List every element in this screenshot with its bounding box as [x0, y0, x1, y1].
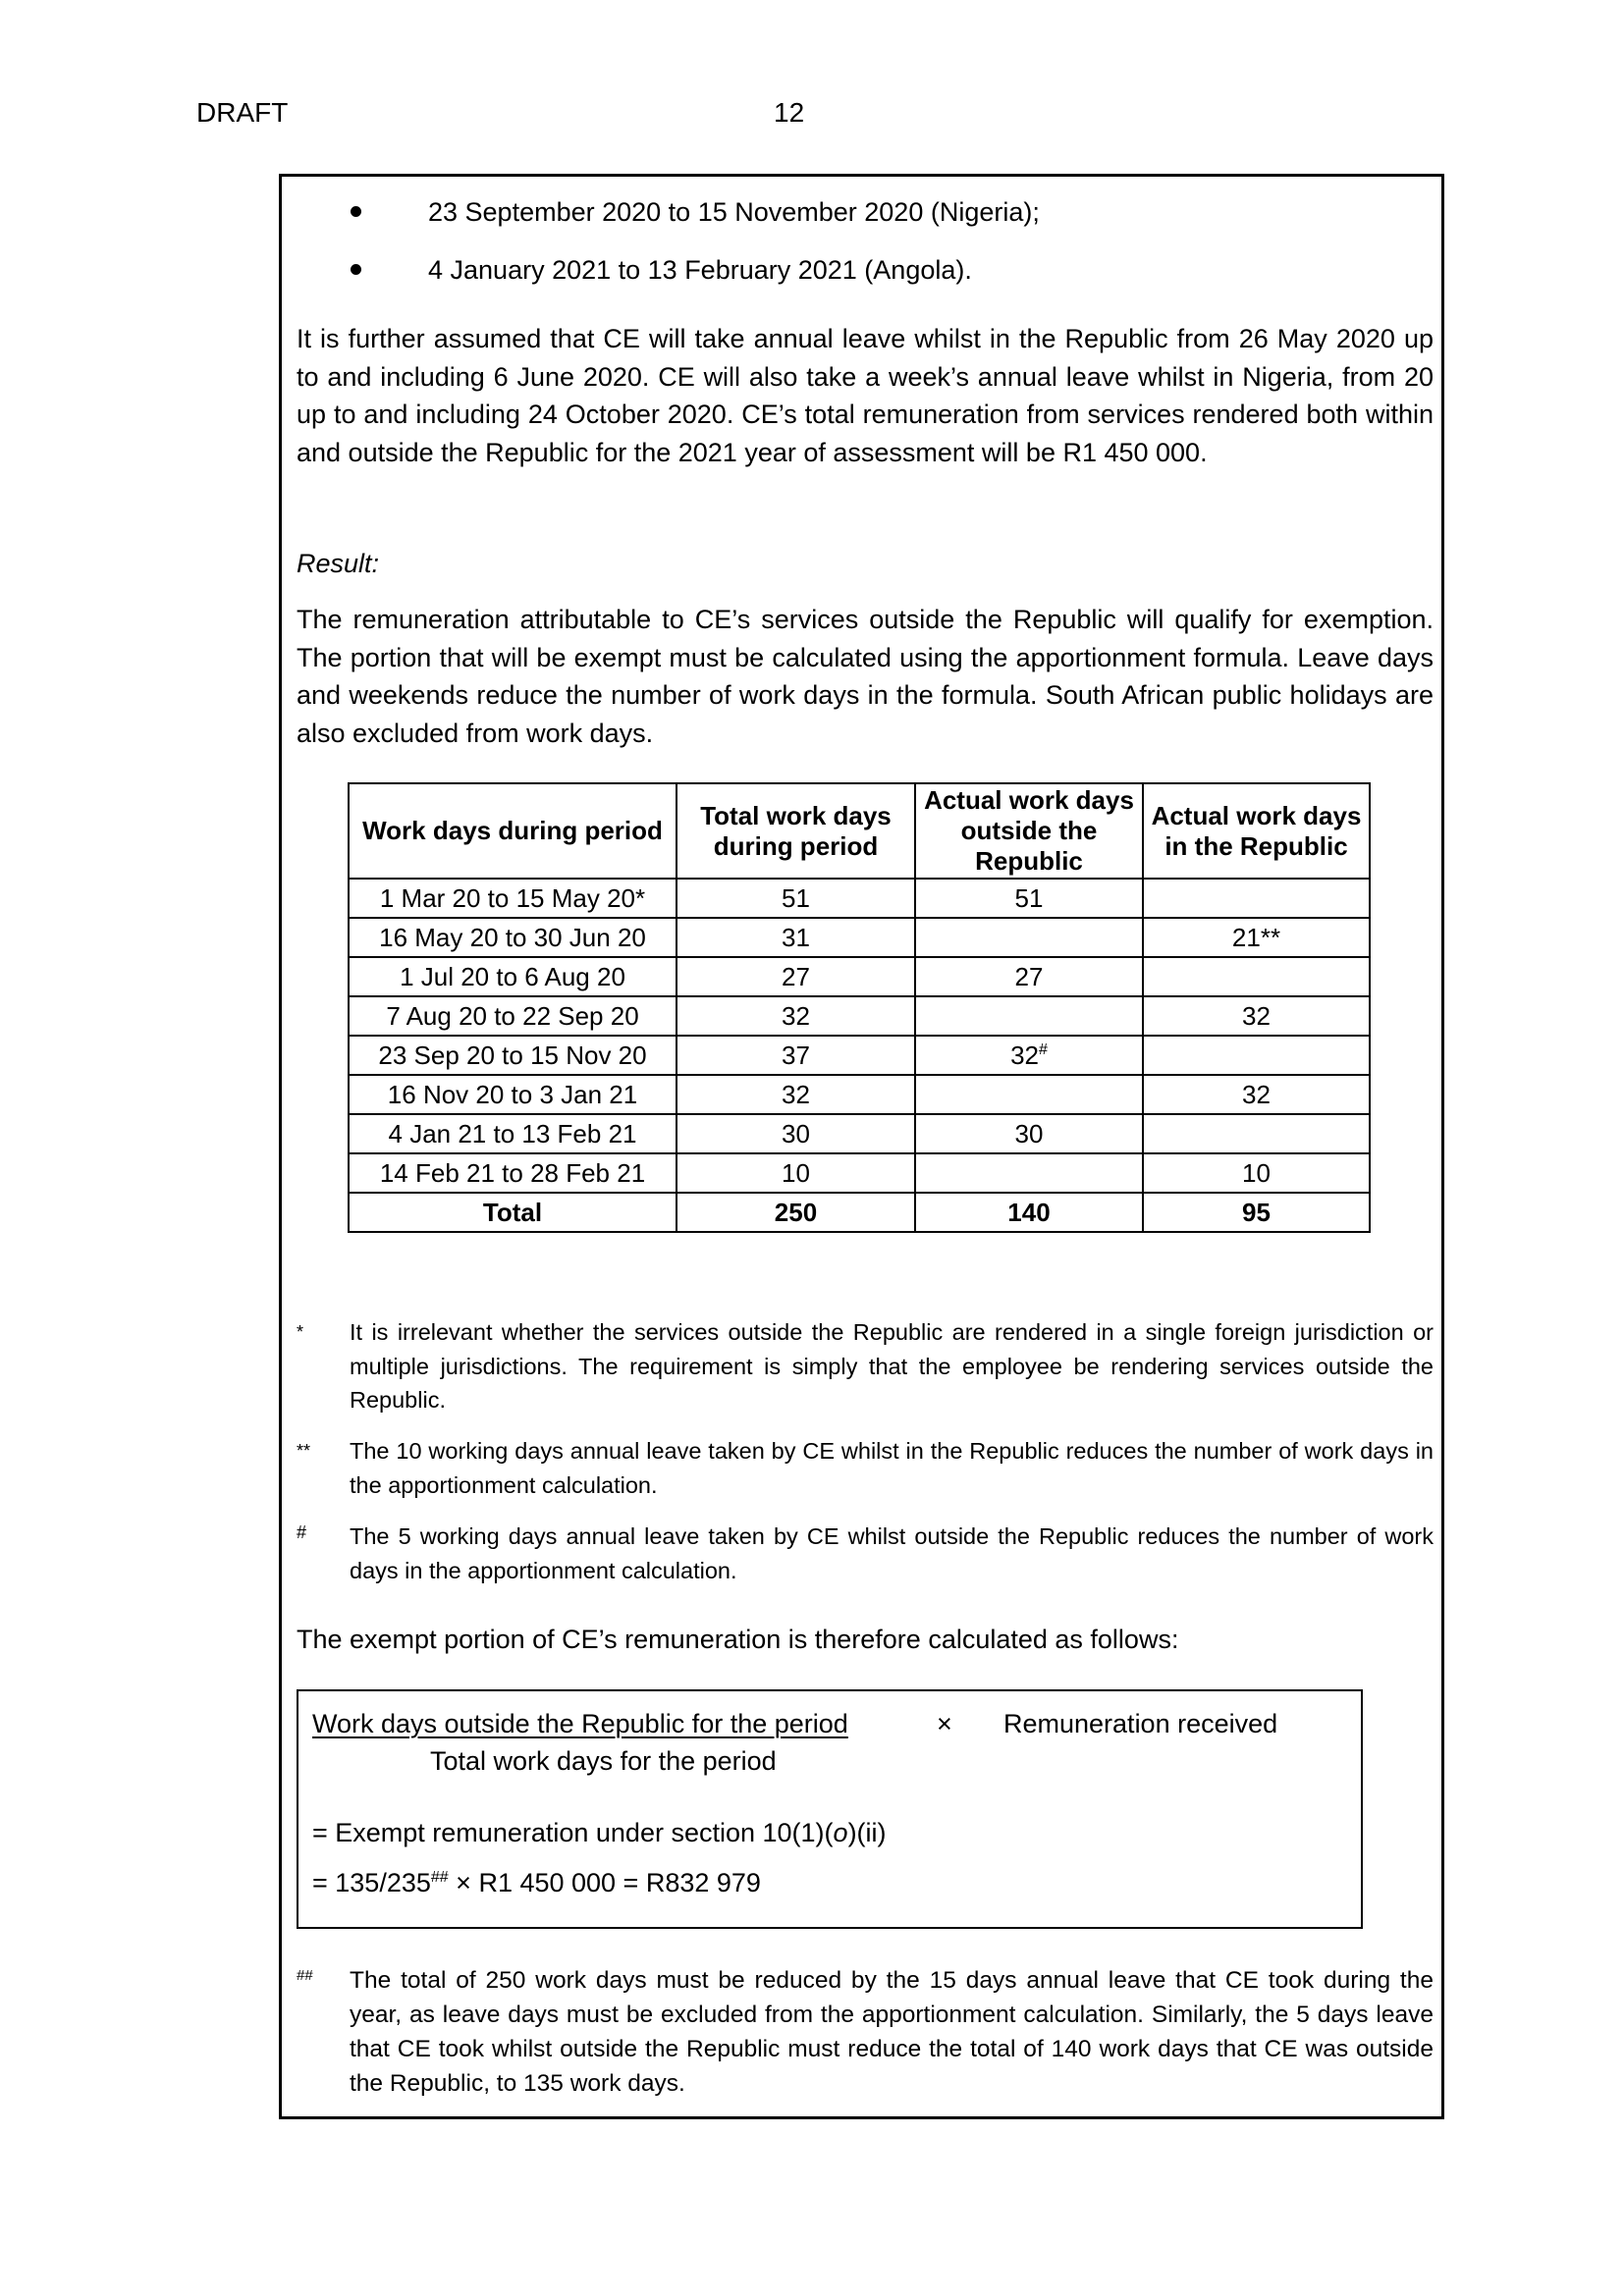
page-number: 12: [774, 97, 805, 128]
bullet-text: 4 January 2021 to 13 February 2021 (Angola).: [428, 255, 972, 285]
work-days-table: [348, 782, 1371, 1233]
cell-total: 32: [677, 996, 915, 1036]
cell-period: 7 Aug 20 to 22 Sep 20: [349, 996, 677, 1036]
cell-total: 30: [677, 1114, 915, 1153]
formula-result-line: = 135/235## × R1 450 000 = R832 979: [312, 1868, 761, 1897]
table-row: [349, 1153, 1370, 1193]
formula-times: ×: [937, 1709, 952, 1738]
cell-inside: [1143, 1114, 1370, 1153]
cell-total: 37: [677, 1036, 915, 1075]
cell-outside: [915, 1153, 1143, 1193]
formula-box: [297, 1689, 1363, 1929]
calculation-intro: The exempt portion of CE’s remuneration is therefore calculated as follows:: [297, 1625, 1179, 1654]
table-row: [349, 1075, 1370, 1114]
cell-outside: [915, 1075, 1143, 1114]
footnote-double-hash: [297, 1963, 1434, 2110]
footnote-mark: **: [297, 1441, 311, 1461]
cell-period: 1 Mar 20 to 15 May 20*: [349, 879, 677, 918]
footnote-asterisk: [297, 1315, 1434, 1423]
table-row: [349, 1036, 1370, 1075]
table-row: [349, 918, 1370, 957]
footnote-hash: [297, 1520, 1434, 1590]
cell-inside: [1143, 1036, 1370, 1075]
cell-period: 16 Nov 20 to 3 Jan 21: [349, 1075, 677, 1114]
cell-total: 27: [677, 957, 915, 996]
cell-period: 4 Jan 21 to 13 Feb 21: [349, 1114, 677, 1153]
formula-denominator: Total work days for the period: [430, 1746, 777, 1776]
table-total-row: [349, 1193, 1370, 1232]
table-row: [349, 996, 1370, 1036]
cell-total-label: Total: [349, 1193, 677, 1232]
cell-total-outside: 140: [915, 1193, 1143, 1232]
footnote-mark: *: [297, 1322, 304, 1342]
cell-outside: 51: [915, 879, 1143, 918]
table-row: [349, 957, 1370, 996]
table-row: [349, 1114, 1370, 1153]
cell-inside: 32: [1143, 1075, 1370, 1114]
table-row: [349, 879, 1370, 918]
cell-total-days: 250: [677, 1193, 915, 1232]
result-paragraph: The remuneration attributable to CE’s services outside the Republic will qualify for exemption. The portion that will be exempt must be calculated using the apportionment formula. Leave days and weekends reduce the number of work days in the formula. South African public holidays are also excluded from work days.: [297, 605, 1434, 748]
cell-inside: 32: [1143, 996, 1370, 1036]
header-days-outside: Actual work days outside the Republic: [915, 783, 1143, 879]
cell-total: 51: [677, 879, 915, 918]
cell-total: 10: [677, 1153, 915, 1193]
cell-inside: [1143, 879, 1370, 918]
formula-multiplier: Remuneration received: [1003, 1709, 1278, 1738]
footnote-text: It is irrelevant whether the services outside the Republic are rendered in a single foreign jurisdiction or multiple jurisdictions. The requirement is simply that the employee be rendering services outside the Republic.: [350, 1319, 1434, 1413]
cell-inside: 10: [1143, 1153, 1370, 1193]
cell-outside: [915, 918, 1143, 957]
result-heading: Result:: [297, 549, 380, 578]
cell-period: 1 Jul 20 to 6 Aug 20: [349, 957, 677, 996]
cell-period: 23 Sep 20 to 15 Nov 20: [349, 1036, 677, 1075]
cell-period: 16 May 20 to 30 Jun 20: [349, 918, 677, 957]
cell-outside: 27: [915, 957, 1143, 996]
footnote-mark: ##: [297, 1967, 313, 1984]
assumption-paragraph: It is further assumed that CE will take annual leave whilst in the Republic from 26 May 2020 up to and including 6 June 2020. CE will also take a week’s annual leave whilst in Nigeria, from 20 up to and including 24 October 2020. CE’s total remuneration from services rendered both within and outside the Republic for the 2021 year of assessment will be R1 450 000.: [297, 324, 1434, 467]
cell-outside: [915, 996, 1143, 1036]
cell-outside: 32#: [915, 1036, 1143, 1075]
bullet-text: 23 September 2020 to 15 November 2020 (Nigeria);: [428, 197, 1040, 227]
footnote-double-asterisk: [297, 1434, 1434, 1505]
footnote-text: The 10 working days annual leave taken by CE whilst in the Republic reduces the number of work days in the apportionment calculation.: [350, 1438, 1434, 1498]
formula-exempt-line: = Exempt remuneration under section 10(1)(o)(ii): [312, 1818, 887, 1847]
footnote-text: The 5 working days annual leave taken by CE whilst outside the Republic reduces the number of work days in the apportionment calculation.: [350, 1523, 1434, 1583]
formula-numerator: Work days outside the Republic for the period: [312, 1709, 848, 1738]
header-total-work-days: Total work days during period: [677, 783, 915, 879]
footnote-text: The total of 250 work days must be reduced by the 15 days annual leave that CE took during the year, as leave days must be excluded from the apportionment calculation. Similarly, the 5 days leave that CE took whilst outside the Republic must reduce the total of 140 work days that CE was outside the Republic, to 135 work days.: [350, 1967, 1434, 2097]
footnote-mark: #: [297, 1522, 307, 1542]
cell-total: 32: [677, 1075, 915, 1114]
cell-inside: [1143, 957, 1370, 996]
cell-inside: 21**: [1143, 918, 1370, 957]
header-work-days-period: Work days during period: [349, 783, 677, 879]
cell-period: 14 Feb 21 to 28 Feb 21: [349, 1153, 677, 1193]
cell-total-inside: 95: [1143, 1193, 1370, 1232]
header-days-inside: Actual work days in the Republic: [1143, 783, 1370, 879]
cell-outside: 30: [915, 1114, 1143, 1153]
cell-total: 31: [677, 918, 915, 957]
draft-label: DRAFT: [196, 97, 289, 128]
table-header-row: [349, 783, 1370, 879]
